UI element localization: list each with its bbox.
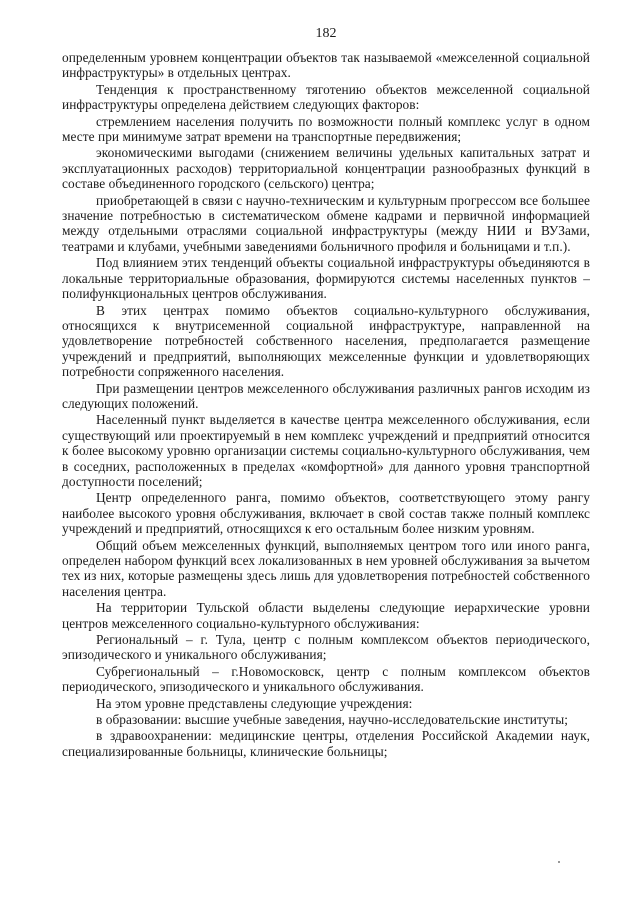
paragraph-6: Под влиянием этих тенденций объекты социальной инфраструктуры объединяются в локальные территориальные образования, формируются системы населенных пунктов – полифункциональных центров обслуживания. [62, 255, 590, 302]
paragraph-5: приобретающей в связи с научно-техническим и культурным прогрессом все большее значение потребностью в систематическом обмене кадрами и первичной информацией между отдельными отраслями социальной инфраструктуры (между НИИ и ВУЗами, театрами и клубами, учебными заведениями больничного профиля и больницами и т.п.). [62, 192, 590, 254]
paragraph-13: Региональный – г. Тула, центр с полным комплексом объектов периодического, эпизодического и уникального обслуживания; [62, 632, 590, 663]
scan-speck [558, 861, 560, 863]
paragraph-15: На этом уровне представлены следующие учреждения: [96, 695, 413, 711]
paragraph-11: Общий объем межселенных функций, выполняемых центром того или иного ранга, определен набором функций всех локализованных в нем уровней обслуживания за вычетом тех из них, которые размещены здесь лишь для удовлетворения потребностей собственного населения центра. [62, 537, 590, 599]
paragraph-3: стремлением населения получить по возможности полный комплекс услуг в одном месте при минимуме затрат времени на транспортные передвижения; [62, 113, 590, 145]
paragraph-9: Населенный пункт выделяется в качестве центра межселенного обслуживания, если существующий или проектируемый в нем комплекс учреждений и предприятий относится к более высокому уровню организации системы социально-культурного обслуживания, чем в соседних, расположенных в пределах «комфортной» для данного уровня транспортной доступности поселений; [62, 412, 590, 489]
page-number: 182 [315, 26, 337, 41]
paragraph-7: В этих центрах помимо объектов социально-культурного обслуживания, относящихся к внутрисеменной социальной инфраструктуре, направленной на удовлетворение потребностей собственного населения, предполагается размещение учреждений и предприятий, выполняющих межселенные функции и удовлетворяющих потребности сопряженного населения. [62, 302, 590, 380]
paragraph-8: При размещении центров межселенного обслуживания различных рангов исходим из следующих положений. [62, 380, 590, 411]
paragraph-16: в образовании: высшие учебные заведения, научно-исследовательские институты; [96, 712, 569, 728]
paragraph-2: Тенденция к пространственному тяготению объектов межселенной социальной инфраструктуры определена действием следующих факторов: [62, 81, 590, 113]
body-text [62, 50, 590, 759]
paragraph-12: На территории Тульской области выделены следующие иерархические уровни центров межселенного социально-культурного обслуживания: [62, 600, 590, 631]
paragraph-14: Субрегиональный – г.Новомосковск, центр с полным комплексом объектов периодического, эпизодического и уникального обслуживания. [62, 663, 590, 695]
paragraph-1: определенным уровнем концентрации объектов так называемой «межселенной социальной инфраструктуры» в отдельных центрах. [62, 50, 590, 81]
paragraph-4: экономическими выгодами (снижением величины удельных капитальных затрат и эксплуатационных расходов) территориальной концентрации разнообразных функций в составе объединенного городского (сельского) центра; [62, 145, 590, 192]
paragraph-10: Центр определенного ранга, помимо объектов, соответствующего этому рангу наиболее высокого уровня обслуживания, включает в свой состав также полный комплекс учреждений и предприятий, относящихся к его остальным более низким уровням. [62, 490, 590, 537]
paragraph-17: в здравоохранении: медицинские центры, отделения Российской Академии наук, специализированные больницы, клинические больницы; [62, 728, 590, 759]
